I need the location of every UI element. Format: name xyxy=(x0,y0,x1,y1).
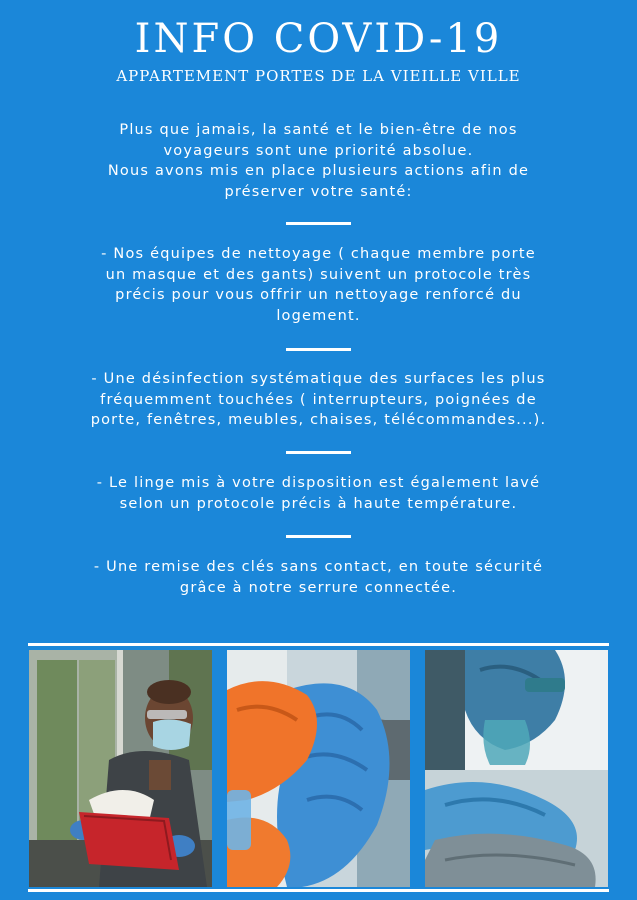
intro-paragraph xyxy=(30,120,607,202)
measure-linen xyxy=(30,473,607,514)
intro-line: Plus que jamais, la santé et le bien-être de nos xyxy=(119,122,518,138)
measure-contactless-keys xyxy=(30,557,607,598)
photo-strip-bottom-border xyxy=(28,889,609,892)
blue-gloves-wiping-photo xyxy=(425,650,608,887)
measure-cleaning-teams xyxy=(30,244,607,326)
intro-line: préserver votre santé: xyxy=(224,183,413,200)
intro-line: voyageurs sont une priorité absolue. xyxy=(163,142,474,159)
measure-line: grâce à notre serrure connectée. xyxy=(179,579,458,596)
separator-line xyxy=(286,348,351,351)
measure-line: logement. xyxy=(276,307,361,324)
orange-gloves-cleaning-photo xyxy=(227,650,410,887)
separator-line xyxy=(286,222,351,225)
page-subtitle: APPARTEMENT PORTES DE LA VIEILLE VILLE xyxy=(116,67,521,85)
measure-line: porte, fenêtres, meubles, chaises, télécommandes...). xyxy=(90,412,547,428)
intro-line: Nous avons mis en place plusieurs actions afin de xyxy=(107,163,530,179)
measure-line: fréquemment touchées ( interrupteurs, poignées de xyxy=(100,391,537,408)
page-title: INFO COVID-19 xyxy=(134,16,503,62)
measure-line: selon un protocole précis à haute température. xyxy=(119,495,518,512)
cleaner-with-mask-photo xyxy=(29,650,212,887)
measure-line: précis pour vous offrir un nettoyage renforcé du xyxy=(115,287,522,303)
measure-line: - Une remise des clés sans contact, en toute sécurité xyxy=(93,559,544,575)
measure-line: - Nos équipes de nettoyage ( chaque membre porte xyxy=(101,246,536,262)
separator-line xyxy=(286,451,351,454)
measure-disinfection xyxy=(30,369,607,431)
measure-line: - Le linge mis à votre disposition est également lavé xyxy=(96,475,541,491)
photo-strip-top-border xyxy=(28,643,609,646)
separator-line xyxy=(286,535,351,538)
measure-line: un masque et des gants) suivent un protocole très xyxy=(105,266,532,283)
measure-line: - Une désinfection systématique des surfaces les plus xyxy=(91,371,546,387)
